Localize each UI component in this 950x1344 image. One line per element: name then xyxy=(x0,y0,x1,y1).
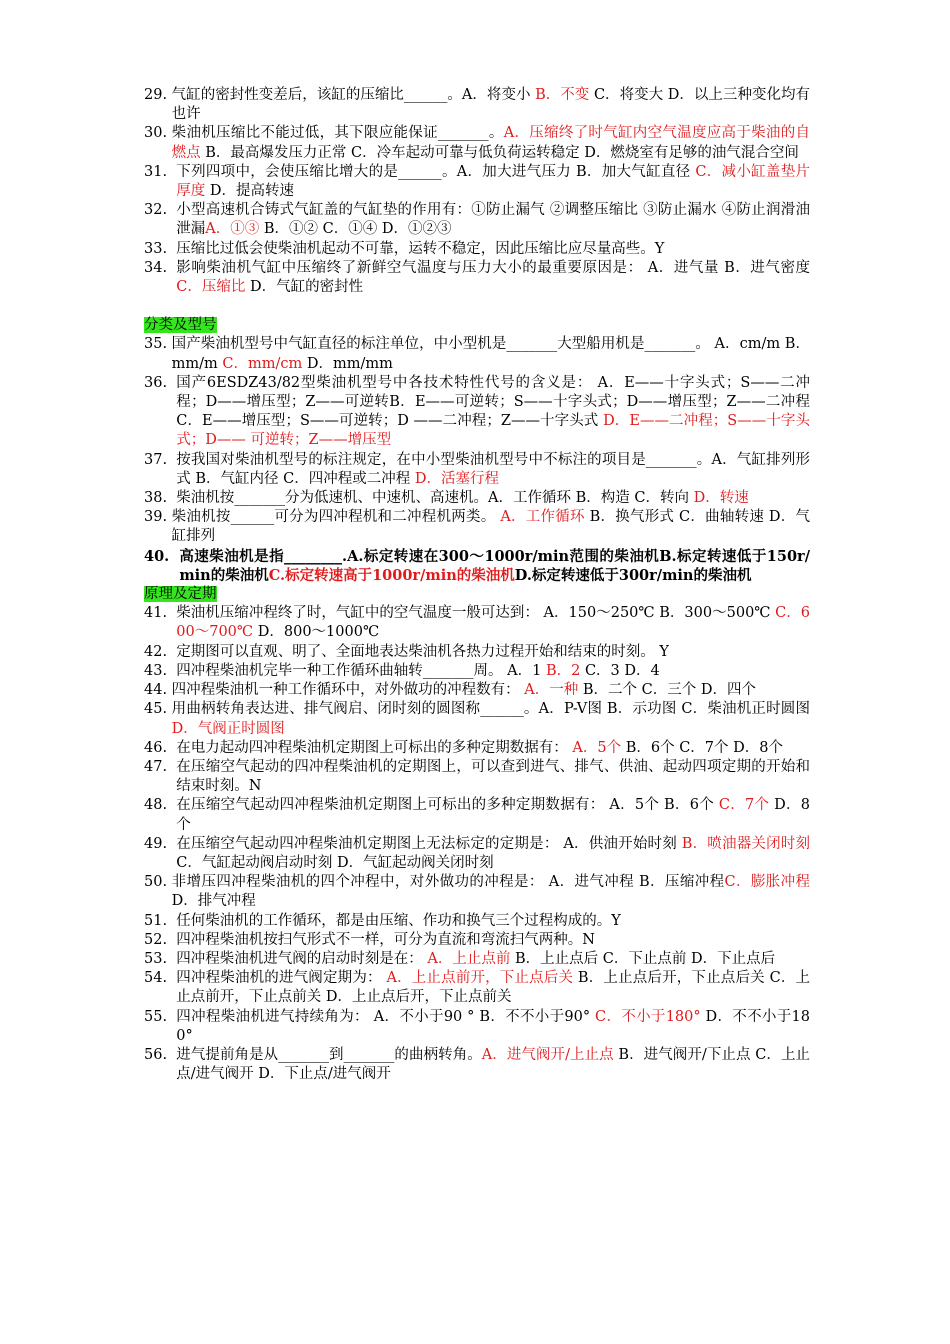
text-run: 四冲程柴油机完毕一种工作循环曲轴转_______周。 A．1 xyxy=(176,662,546,679)
question-item xyxy=(144,201,810,239)
correct-answer: A．上止点前 xyxy=(427,950,511,967)
question-text xyxy=(176,912,810,931)
correct-answer: A．上止点前开，下止点后关 xyxy=(386,970,574,987)
text-run: 高速柴油机是指________.A.标定转速在300～1000r/min范围的柴油机B.标定转速低于150r/min的柴油机 xyxy=(179,547,810,584)
question-number: 42. xyxy=(144,643,177,660)
text-run: 影响柴油机气缸中压缩终了新鲜空气温度与压力大小的最重要原因是： A．进气量 B．进气密度 xyxy=(176,259,810,276)
text-run: B．换气形式 C．曲轴转速 D．气缸排列 xyxy=(171,509,811,545)
question-text xyxy=(176,374,810,451)
question-item xyxy=(144,451,810,489)
text-run: D．气缸的密封性 xyxy=(245,279,364,296)
document-page xyxy=(144,86,810,1084)
question-text xyxy=(176,489,810,508)
question-item xyxy=(144,873,810,911)
question-number: 32. xyxy=(144,202,177,219)
text-run: D．提高转速 xyxy=(205,183,295,200)
text-run: D.标定转速低于300r/min的柴油机 xyxy=(514,566,752,584)
question-number: 29. xyxy=(144,87,172,103)
question-text xyxy=(172,681,810,700)
question-number: 47. xyxy=(144,758,177,775)
correct-answer: B．不变 xyxy=(535,87,590,103)
text-run: 柴油机压缩冲程终了时，气缸中的空气温度一般可达到： A．150～250℃ B．300～500℃ xyxy=(176,605,776,622)
text-run: 小型高速机合铸式气缸盖的气缸垫的作用有：①防止漏气 ②调整压缩比 ③防止漏水 ④防止润滑油泄漏 xyxy=(176,202,810,238)
question-item xyxy=(144,835,810,873)
question-number: 31. xyxy=(144,163,177,180)
text-run: 柴油机按______可分为四冲程机和二冲程机两类。 xyxy=(171,509,501,526)
question-number: 43. xyxy=(144,662,177,679)
question-item xyxy=(144,931,810,950)
text-run: D．mm/mm xyxy=(302,355,393,372)
question-text xyxy=(172,124,810,162)
question-text xyxy=(172,335,810,373)
question-number: 55. xyxy=(144,1008,177,1025)
text-run: 任何柴油机的工作循环，都是由压缩、作功和换气三个过程构成的。Y xyxy=(176,912,621,929)
correct-answer: A．5个 xyxy=(572,739,622,756)
question-item xyxy=(144,124,810,162)
text-run: 四冲程柴油机一种工作循环中，对外做功的冲程数有： xyxy=(171,682,525,699)
question-item xyxy=(144,758,810,796)
correct-answer: A．进气阀开/上止点 xyxy=(481,1046,614,1063)
text-run: 用曲柄转角表达进、排气阀启、闭时刻的圆图称______。A．P-V图 B．示功图 C．柴油机正时圆图 xyxy=(171,701,810,718)
text-run: 气缸的密封性变差后，该缸的压缩比______。A．将变小 xyxy=(171,87,536,103)
question-number: 56. xyxy=(144,1046,177,1063)
correct-answer: C．7个 xyxy=(718,797,770,814)
question-number: 30. xyxy=(144,125,172,142)
question-number: 44. xyxy=(144,682,172,699)
question-text xyxy=(176,796,810,834)
text-run: C．气缸起动阀启动时刻 D．气缸起动阀关闭时刻 xyxy=(176,854,494,871)
correct-answer: D．转速 xyxy=(693,490,749,507)
text-run: D．排气冲程 xyxy=(171,893,256,910)
question-number: 38. xyxy=(144,490,177,507)
question-item xyxy=(144,950,810,969)
question-number: 41. xyxy=(144,605,177,622)
question-item xyxy=(144,547,810,585)
question-number: 36. xyxy=(144,374,177,391)
question-text xyxy=(172,873,810,911)
question-text xyxy=(172,86,810,124)
text-run: C．将变大 D．以上三种变化均有也许 xyxy=(171,87,810,123)
correct-answer: C．不小于180° xyxy=(595,1008,701,1025)
question-text xyxy=(176,931,810,950)
text-run: B．二个 C．三个 D．四个 xyxy=(578,682,756,699)
correct-answer: C．膨胀冲程 xyxy=(724,874,810,891)
question-text xyxy=(176,643,810,662)
correct-answer: B．2 xyxy=(545,662,581,679)
question-number: 46. xyxy=(144,739,177,756)
question-number: 37. xyxy=(144,451,177,468)
question-number: 40. xyxy=(144,547,180,565)
text-run: 在压缩空气起动的四冲程柴油机的定期图上，可以查到进气、排气、供油、起动四项定期的开始和结束时刻。N xyxy=(176,758,810,795)
text-run: C．3 D．4 xyxy=(580,662,660,679)
question-text xyxy=(176,240,810,259)
correct-answer: C．mm/cm xyxy=(222,355,303,372)
question-item xyxy=(144,1046,810,1084)
text-run: B．进气阀开/下止点 C．上止点/进气阀开 D．下止点/进气阀开 xyxy=(176,1046,811,1083)
correct-answer: C．压缩比 xyxy=(176,279,246,296)
question-item xyxy=(144,643,810,662)
question-text xyxy=(176,835,810,873)
section-heading-label: 分类及型号 xyxy=(144,317,217,334)
text-run: 四冲程柴油机进气持续角为： A．不小于90 ° B．不不小于90° xyxy=(176,1008,596,1025)
question-item xyxy=(144,163,810,201)
section-heading xyxy=(144,316,810,335)
text-run: 柴油机压缩比不能过低，其下限应能保证_______。 xyxy=(171,125,504,142)
question-item xyxy=(144,335,810,373)
question-item xyxy=(144,1008,810,1046)
text-run: D．8个 xyxy=(176,797,810,833)
question-text xyxy=(172,700,810,738)
question-item xyxy=(144,681,810,700)
question-text xyxy=(176,201,810,239)
correct-answer: B．喷油器关闭时刻 xyxy=(681,835,811,852)
section-heading xyxy=(144,585,810,604)
question-text xyxy=(176,758,810,796)
question-number: 51. xyxy=(144,912,177,929)
correct-answer: A．压缩终了时气缸内空气温度应高于柴油的自燃点 xyxy=(171,125,810,161)
text-run: B．上止点后开，下止点后关 C．上止点前开，下止点前关 D．上止点后开，下止点前关 xyxy=(176,970,811,1006)
correct-answer: D．活塞行程 xyxy=(414,470,499,487)
question-item xyxy=(144,912,810,931)
question-item xyxy=(144,374,810,451)
question-text xyxy=(176,1046,810,1084)
text-run: D．800～1000℃ xyxy=(253,624,380,641)
text-run: B．6个 C．7个 D．8个 xyxy=(621,739,783,756)
text-run: 非增压四冲程柴油机的四个冲程中，对外做功的冲程是： A．进气冲程 B．压缩冲程 xyxy=(171,874,725,891)
text-run: 在压缩空气起动四冲程柴油机定期图上可标出的多种定期数据有： A．5个 B．6个 xyxy=(176,797,719,814)
question-item xyxy=(144,489,810,508)
text-run: 下列四项中，会使压缩比增大的是______。A．加大进气压力 B．加大气缸直径 xyxy=(176,163,696,180)
question-item xyxy=(144,86,810,124)
correct-answer: A．①③ xyxy=(205,221,260,238)
question-number: 52. xyxy=(144,931,177,948)
question-item xyxy=(144,739,810,758)
question-item xyxy=(144,969,810,1007)
text-run: 在电力起动四冲程柴油机定期图上可标出的多种定期数据有： xyxy=(176,739,573,756)
text-run: 定期图可以直观、明了、全面地表达柴油机各热力过程开始和结束的时刻。 Y xyxy=(176,643,669,660)
text-run: 在压缩空气起动四冲程柴油机定期图上无法标定的定期是： A．供油开始时刻 xyxy=(176,835,682,852)
text-run: 四冲程柴油机的进气阀定期为： xyxy=(176,970,387,987)
question-number: 33. xyxy=(144,240,177,257)
question-item xyxy=(144,259,810,297)
text-run: 压缩比过低会使柴油机起动不可靠，运转不稳定，因此压缩比应尽量高些。Y xyxy=(176,240,665,257)
text-run: B．最高爆发压力正常 C．冷车起动可靠与低负荷运转稳定 D．燃烧室有足够的油气混合空间 xyxy=(200,144,799,161)
question-text xyxy=(176,739,810,758)
text-run: B．上止点后 C．下止点前 D．下止点后 xyxy=(510,950,776,967)
text-run: 四冲程柴油机按扫气形式不一样，可分为直流和弯流扫气两种。N xyxy=(176,931,595,948)
correct-answer: A．工作循环 xyxy=(500,509,585,526)
section-heading-label: 原理及定期 xyxy=(144,586,217,603)
question-number: 54. xyxy=(144,970,177,987)
text-run: 四冲程柴油机进气阀的启动时刻是在： xyxy=(176,950,428,967)
question-item xyxy=(144,662,810,681)
question-text xyxy=(172,508,810,546)
correct-answer: C．减小缸盖垫片厚度 xyxy=(176,163,810,200)
question-item xyxy=(144,700,810,738)
text-run: 进气提前角是从_______到_______的曲柄转角。 xyxy=(176,1046,482,1063)
question-text xyxy=(176,950,810,969)
question-number: 49. xyxy=(144,835,177,852)
question-text xyxy=(176,259,810,297)
text-run: 国产6ESDZ43/82型柴油机型号中各技术特性代号的含义是： A．E——十字头式；S——二冲程；D——增压型；Z——可逆转B．E——可逆转；S——十字头式；D——增压型；Z——二冲程C．E——增压型；S——可逆转；D ——二冲程；Z——十字头式 xyxy=(176,374,810,430)
question-number: 53. xyxy=(144,950,177,967)
text-run: 按我国对柴油机型号的标注规定，在中小型柴油机型号中不标注的项目是_______。A．气缸排列形式 B．气缸内径 C．四冲程或二冲程 xyxy=(176,451,810,487)
question-text xyxy=(176,451,810,489)
question-text xyxy=(176,163,810,201)
text-run: D．不不小于180° xyxy=(176,1008,811,1044)
question-text xyxy=(176,1008,810,1046)
question-item xyxy=(144,508,810,546)
question-item xyxy=(144,796,810,834)
question-item xyxy=(144,604,810,642)
question-text xyxy=(179,547,810,585)
correct-answer: A．一种 xyxy=(524,682,579,699)
question-number: 39. xyxy=(144,509,172,526)
question-number: 34. xyxy=(144,259,177,276)
question-number: 50. xyxy=(144,874,172,891)
text-run: B．①② C．①④ D．①②③ xyxy=(259,221,452,238)
question-number: 35. xyxy=(144,336,172,353)
text-run: 柴油机按_______分为低速机、中速机、高速机。A．工作循环 B．构造 C．转向 xyxy=(176,490,694,507)
question-item xyxy=(144,240,810,259)
correct-answer: D．气阀正时圆图 xyxy=(171,720,285,737)
question-number: 45. xyxy=(144,701,172,718)
question-text xyxy=(176,969,810,1007)
correct-answer: D．E——二冲程；S——十字头式；D—— 可逆转；Z——增压型 xyxy=(176,413,810,449)
question-number: 48. xyxy=(144,797,177,814)
question-text xyxy=(176,662,810,681)
correct-answer: C.标定转速高于1000r/min的柴油机 xyxy=(268,566,515,584)
text-run: 国产柴油机型号中气缸直径的标注单位，中小型机是_______大型船用机是_______。 A．cm/m B．mm/m xyxy=(171,336,810,372)
question-text xyxy=(176,604,810,642)
correct-answer: C．600～700℃ xyxy=(176,605,810,641)
